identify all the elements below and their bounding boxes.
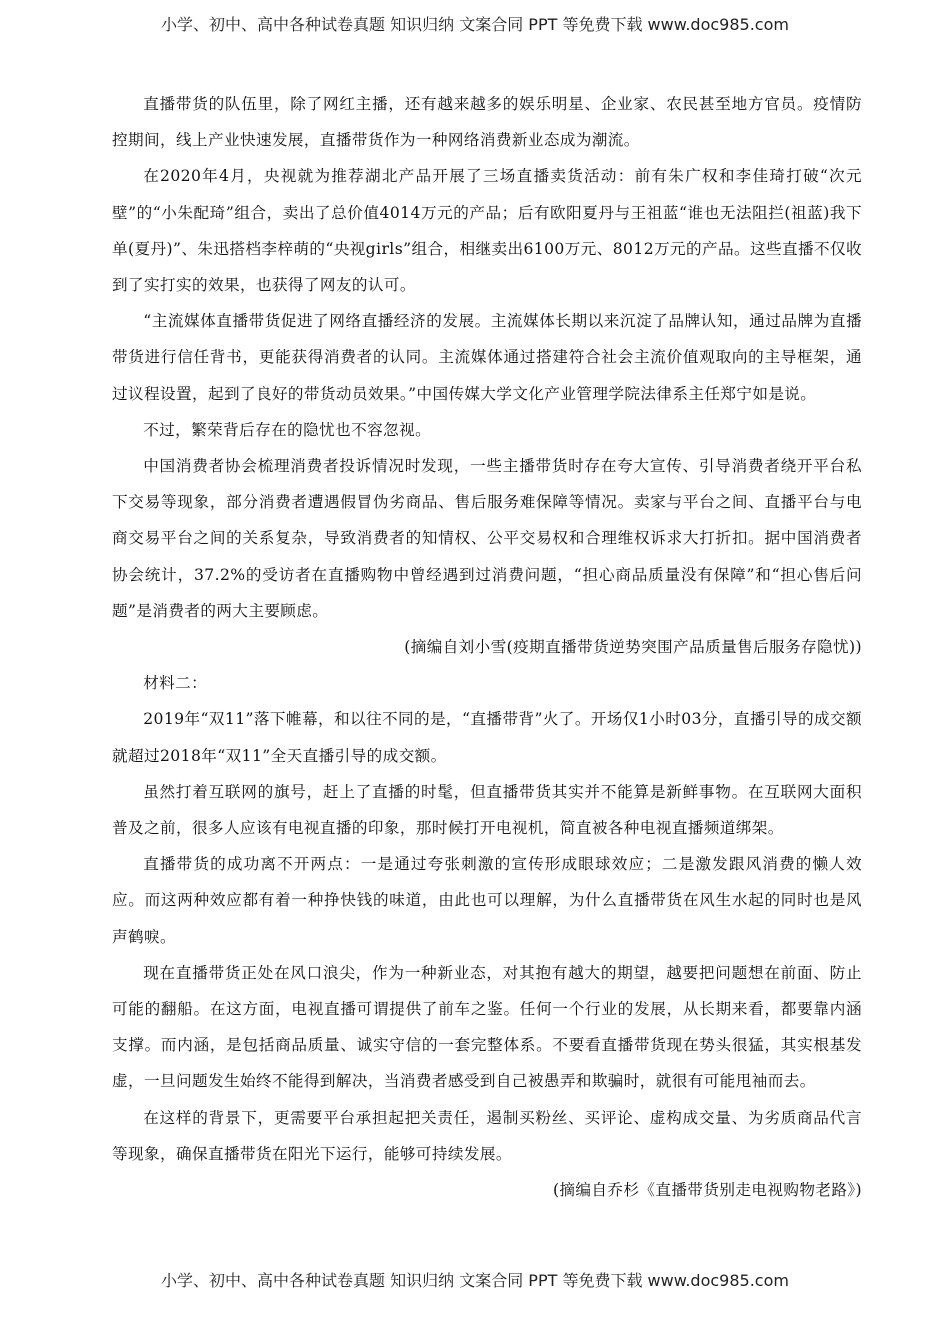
article-body	[112, 86, 862, 1208]
source-citation: (摘编自乔杉《直播带货别走电视购物老路》)	[552, 1181, 862, 1200]
paragraph: 现在直播带货正处在风口浪尖，作为一种新业态，对其抱有越大的期望，越要把问题想在前面、防止可能的翻船。在这方面，电视直播可谓提供了前车之鉴。任何一个行业的发展，从长期来看，都要靠内涵支撑。而内涵，是包括商品质量、诚实守信的一套完整体系。不要看直播带货现在势头很猛，其实根基发虚，一旦问题发生始终不能得到解决，当消费者感受到自己被愚弄和欺骗时，就很有可能甩袖而去。	[112, 963, 862, 1091]
page-footer: 小学、初中、高中各种试卷真题 知识归纳 文案合同 PPT 等免费下载 www.doc985.com	[161, 1271, 789, 1290]
paragraph: 不过，繁荣背后存在的隐忧也不容忽视。	[143, 420, 432, 439]
material-label: 材料二：	[143, 674, 208, 693]
paragraph: 2019年“双11”落下帷幕，和以往不同的是，“直播带背”火了。开场仅1小时03分，直播引导的成交额就超过2018年“双11”全天直播引导的成交额。	[112, 710, 862, 765]
paragraph: 直播带货的队伍里，除了网红主播，还有越来越多的娱乐明星、企业家、农民甚至地方官员。疫情防控期间，线上产业快速发展，直播带货作为一种网络消费新业态成为潮流。	[112, 95, 862, 150]
paragraph: 在这样的背景下，更需要平台承担起把关责任，遏制买粉丝、买评论、虚构成交量、为劣质商品代言等现象，确保直播带货在阳光下运行，能够可持续发展。	[112, 1108, 862, 1163]
paragraph: “主流媒体直播带货促进了网络直播经济的发展。主流媒体长期以来沉淀了品牌认知，通过品牌为直播带货进行信任背书，更能获得消费者的认同。主流媒体通过搭建符合社会主流价值观取向的主导框架，通过议程设置，起到了良好的带货动员效果。”中国传媒大学文化产业管理学院法律系主任郑宁如是说。	[112, 312, 862, 403]
paragraph: 在2020年4月，央视就为推荐湖北产品开展了三场直播卖货活动：前有朱广权和李佳琦打破“次元壁”的“小朱配琦”组合，卖出了总价值4014万元的产品；后有欧阳夏丹与王祖蓝“谁也无法阻拦(祖蓝)我下单(夏丹)”、朱迅搭档李梓萌的“央视girls”组合，相继卖出6100万元、8012万元的产品。这些直播不仅收到了实打实的效果，也获得了网友的认可。	[112, 167, 862, 295]
paragraph: 中国消费者协会梳理消费者投诉情况时发现，一些主播带货时存在夸大宣传、引导消费者绕开平台私下交易等现象，部分消费者遭遇假冒伪劣商品、售后服务难保障等情况。卖家与平台之间、直播平台与电商交易平台之间的关系复杂，导致消费者的知情权、公平交易权和合理维权诉求大打折扣。据中国消费者协会统计，37.2%的受访者在直播购物中曾经遇到过消费问题，“担心商品质量没有保障”和“担心售后问题”是消费者的两大主要顾虑。	[112, 457, 862, 620]
source-citation: (摘编自刘小雪(疫期直播带货逆势突围产品质量售后服务存隐忧))	[404, 638, 862, 657]
paragraph: 直播带货的成功离不开两点：一是通过夸张刺激的宣传形成眼球效应；二是激发跟风消费的懒人效应。而这两种效应都有着一种挣快钱的味道，由此也可以理解，为什么直播带货在风生水起的同时也是风声鹤唳。	[112, 855, 862, 946]
paragraph: 虽然打着互联网的旗号，赶上了直播的时髦，但直播带货其实并不能算是新鲜事物。在互联网大面积普及之前，很多人应该有电视直播的印象，那时候打开电视机，简直被各种电视直播频道绑架。	[112, 782, 862, 838]
page-header: 小学、初中、高中各种试卷真题 知识归纳 文案合同 PPT 等免费下载 www.doc985.com	[161, 15, 789, 34]
